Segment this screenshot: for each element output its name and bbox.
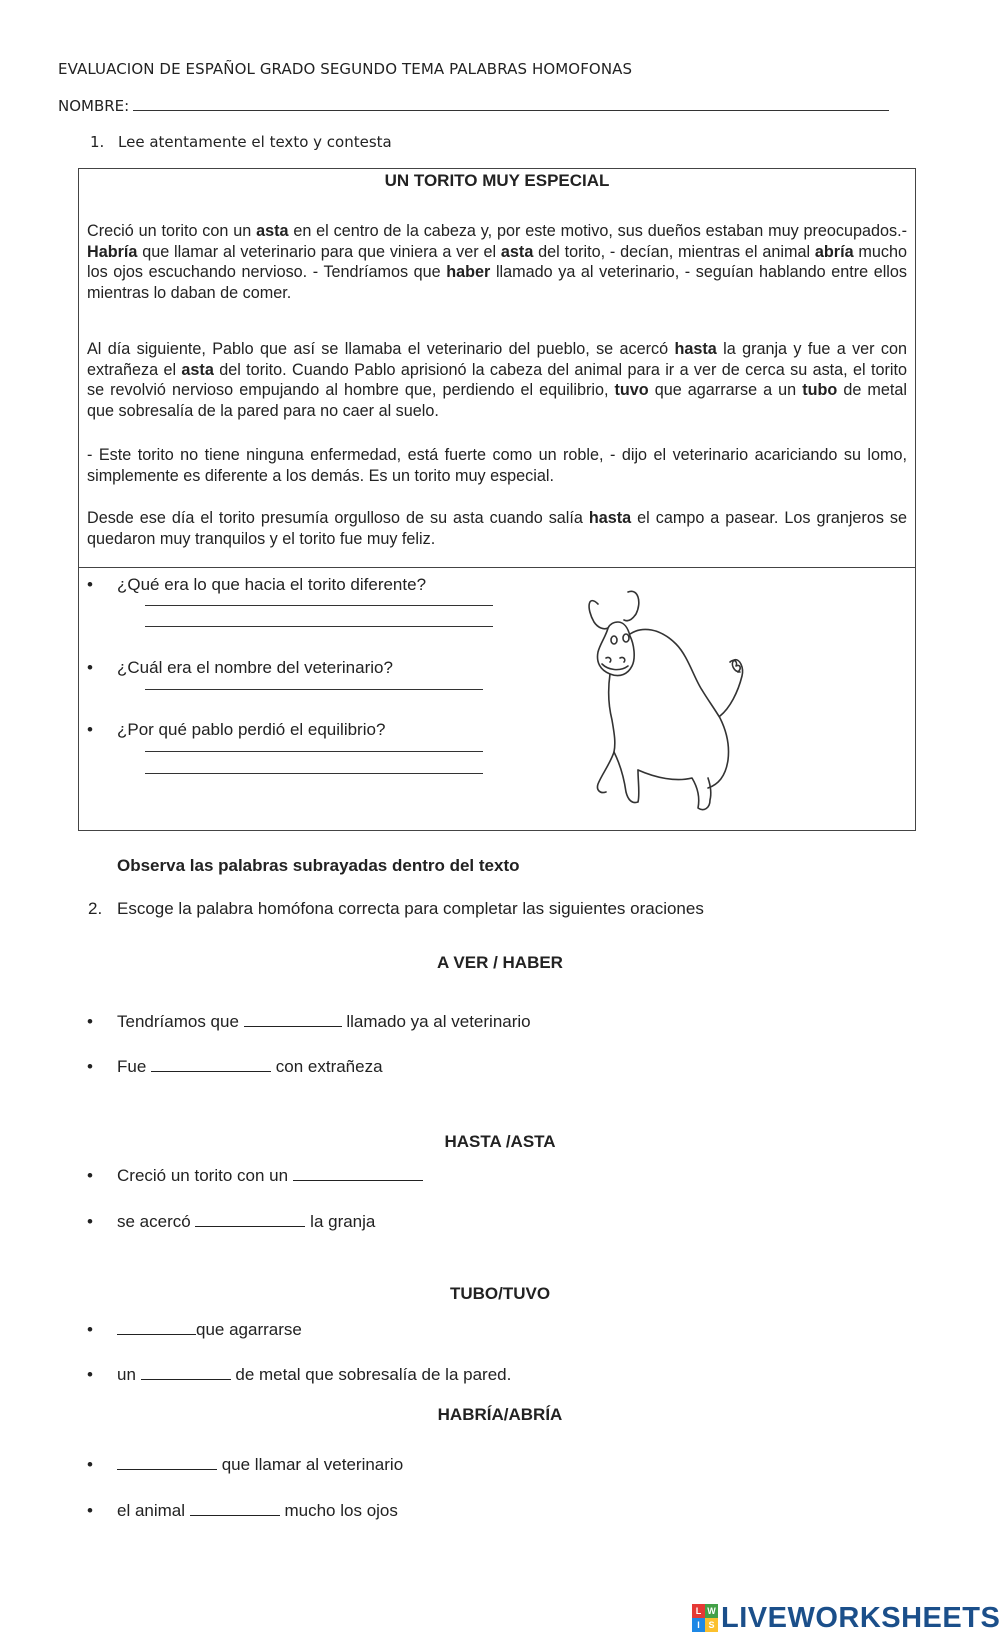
sentence-prefix: Fue	[117, 1057, 152, 1076]
section-title: TUBO/TUVO	[449, 1284, 551, 1303]
story-paragraph-2: Al día siguiente, Pablo que así se llamaba el veterinario del pueblo, se acercó hasta la granja y fue a ver con extrañeza el asta del torito. Cuando Pablo aprisionó la cabeza del animal para ir a ver de cerca su asta, el torito se revolvió nervioso empujando al hombre que, perdiendo el equilibrio, tuvo que agarrarse a un tubo de metal que sobresalía de la pared para no caer al suelo.	[87, 340, 908, 420]
bullet: •	[87, 1501, 93, 1520]
highlighted-homophone: Habría	[87, 242, 138, 261]
story-paragraph-3: - Este torito no tiene ninguna enfermedad, está fuerte como un roble, - dijo el veterinario acariciando su lomo, simplemente es diferente a los demás. Es un torito muy especial.	[87, 446, 907, 485]
bullet: •	[87, 1455, 93, 1474]
blank-input[interactable]	[151, 1059, 271, 1072]
badge-letter: S	[705, 1618, 718, 1632]
worksheet-title: EVALUACION DE ESPAÑOL GRADO SEGUNDO TEMA PALABRAS HOMOFONAS	[58, 60, 633, 78]
story-box	[78, 168, 916, 568]
highlighted-homophone: tubo	[802, 381, 838, 399]
highlighted-homophone: haber	[446, 263, 491, 281]
sentence-prefix: Tendríamos que	[117, 1012, 244, 1031]
story-paragraph-1: Creció un torito con un asta en el centro de la cabeza y, por este motivo, sus dueños estaban muy preocupados.- Habría que llamar al veterinario para que viniera a ver el asta del torito, - decían, mientras el animal abría mucho los ojos escuchando nervioso. - Tendríamos que haber llamado ya al veterinario, - seguían hablando entre ellos mientras lo daban de comer.	[87, 222, 907, 302]
bull-front-leg-icon	[614, 752, 639, 803]
sentence-prefix: el animal	[117, 1501, 190, 1520]
section-title: HASTA /ASTA	[444, 1132, 556, 1151]
fill-blank-item	[87, 1320, 302, 1340]
blank-input[interactable]	[293, 1168, 423, 1181]
question-item	[87, 720, 386, 740]
fill-blank-item	[87, 1455, 404, 1475]
bullet: •	[87, 720, 93, 739]
answer-line[interactable]	[145, 604, 493, 606]
bull-tail-icon	[720, 660, 743, 716]
question-text: Lee atentamente el texto y contesta	[118, 133, 392, 151]
name-label: NOMBRE:	[58, 97, 130, 115]
answer-line[interactable]	[145, 688, 483, 690]
badge-letter: W	[705, 1604, 718, 1618]
story-title: UN TORITO MUY ESPECIAL	[384, 171, 610, 190]
bull-mouth-icon	[602, 664, 628, 670]
highlighted-homophone: asta	[256, 222, 289, 240]
question-number: 2.	[88, 899, 103, 918]
bull-back-leg-icon	[638, 770, 711, 810]
name-line[interactable]	[133, 96, 889, 111]
bull-head-icon	[598, 622, 635, 676]
highlighted-homophone: abría	[814, 242, 854, 261]
sentence-prefix: se acercó	[117, 1212, 196, 1231]
logo-text: LIVEWORKSHEETS	[721, 1601, 1000, 1634]
observe-instruction: Observa las palabras subrayadas dentro del texto	[117, 856, 520, 875]
story-paragraph-4: Desde ese día el torito presumía orgulloso de su asta cuando salía hasta el campo a pasear. Los granjeros se quedaron muy tranquilos y el torito fue muy feliz.	[87, 509, 907, 548]
bullet: •	[87, 1212, 93, 1231]
section-title: HABRÍA/ABRÍA	[437, 1405, 563, 1424]
section-title: A VER / HABER	[437, 953, 563, 972]
question-text: ¿Cuál era el nombre del veterinario?	[117, 658, 393, 677]
fill-blank-item	[87, 1012, 531, 1032]
left-horn-icon	[589, 601, 608, 629]
question-item	[87, 575, 427, 595]
answer-line[interactable]	[145, 750, 483, 752]
liveworksheets-logo[interactable]	[692, 1602, 1000, 1634]
answer-line[interactable]	[145, 772, 483, 774]
sentence-prefix: un	[117, 1365, 141, 1384]
bullet: •	[87, 1320, 93, 1339]
blank-input[interactable]	[244, 1014, 342, 1027]
sentence-suffix: que llamar al veterinario	[217, 1455, 404, 1474]
bull-nostrils-icon	[606, 657, 625, 662]
bull-illustration	[580, 588, 756, 816]
blank-input[interactable]	[117, 1457, 217, 1470]
bullet: •	[87, 1012, 93, 1031]
highlighted-homophone: asta	[500, 242, 534, 261]
blank-input[interactable]	[195, 1214, 305, 1227]
blank-input[interactable]	[141, 1367, 231, 1380]
question-number: 1.	[90, 133, 105, 151]
comprehension-questions-box	[78, 567, 916, 831]
fill-blank-item	[87, 1212, 376, 1232]
answer-line[interactable]	[145, 625, 493, 627]
fill-blank-item	[87, 1501, 398, 1521]
sentence-suffix: la granja	[305, 1212, 376, 1231]
sentence-suffix: con extrañeza	[271, 1057, 383, 1076]
bullet: •	[87, 1057, 93, 1076]
name-field	[58, 96, 889, 115]
bullet: •	[87, 1365, 93, 1384]
fill-blank-item	[87, 1365, 512, 1385]
bull-back-icon	[630, 629, 729, 788]
liveworksheets-badge-icon	[692, 1604, 718, 1632]
question-text: ¿Qué era lo que hacia el torito diferente?	[117, 575, 427, 594]
badge-letter: I	[692, 1618, 705, 1632]
highlighted-homophone: tuvo	[614, 381, 649, 399]
sentence-suffix: de metal que sobresalía de la pared.	[230, 1365, 512, 1384]
bullet: •	[87, 575, 93, 594]
bull-eye-icon	[623, 634, 629, 642]
question-item	[87, 658, 393, 678]
fill-blank-item	[87, 1166, 423, 1186]
question-2-instruction	[88, 899, 704, 919]
sentence-suffix: llamado ya al veterinario	[341, 1012, 531, 1031]
question-text: Escoge la palabra homófona correcta para completar las siguientes oraciones	[117, 899, 704, 918]
highlighted-homophone: hasta	[588, 509, 632, 527]
blank-input[interactable]	[190, 1503, 280, 1516]
sentence-prefix: Creció un torito con un	[117, 1166, 293, 1185]
sentence-suffix: mucho los ojos	[279, 1501, 398, 1520]
highlighted-homophone: asta	[181, 360, 214, 379]
badge-letter: L	[692, 1604, 705, 1618]
bullet: •	[87, 658, 93, 677]
blank-input[interactable]	[117, 1322, 196, 1335]
bull-eye-icon	[611, 636, 617, 644]
question-text: ¿Por qué pablo perdió el equilibrio?	[117, 720, 386, 739]
bullet: •	[87, 1166, 93, 1185]
fill-blank-item	[87, 1057, 383, 1077]
highlighted-homophone: hasta	[674, 340, 717, 358]
right-horn-icon	[624, 591, 639, 620]
sentence-suffix: que agarrarse	[196, 1320, 302, 1339]
bull-chest-icon	[597, 674, 614, 793]
question-1-instruction	[90, 133, 392, 151]
